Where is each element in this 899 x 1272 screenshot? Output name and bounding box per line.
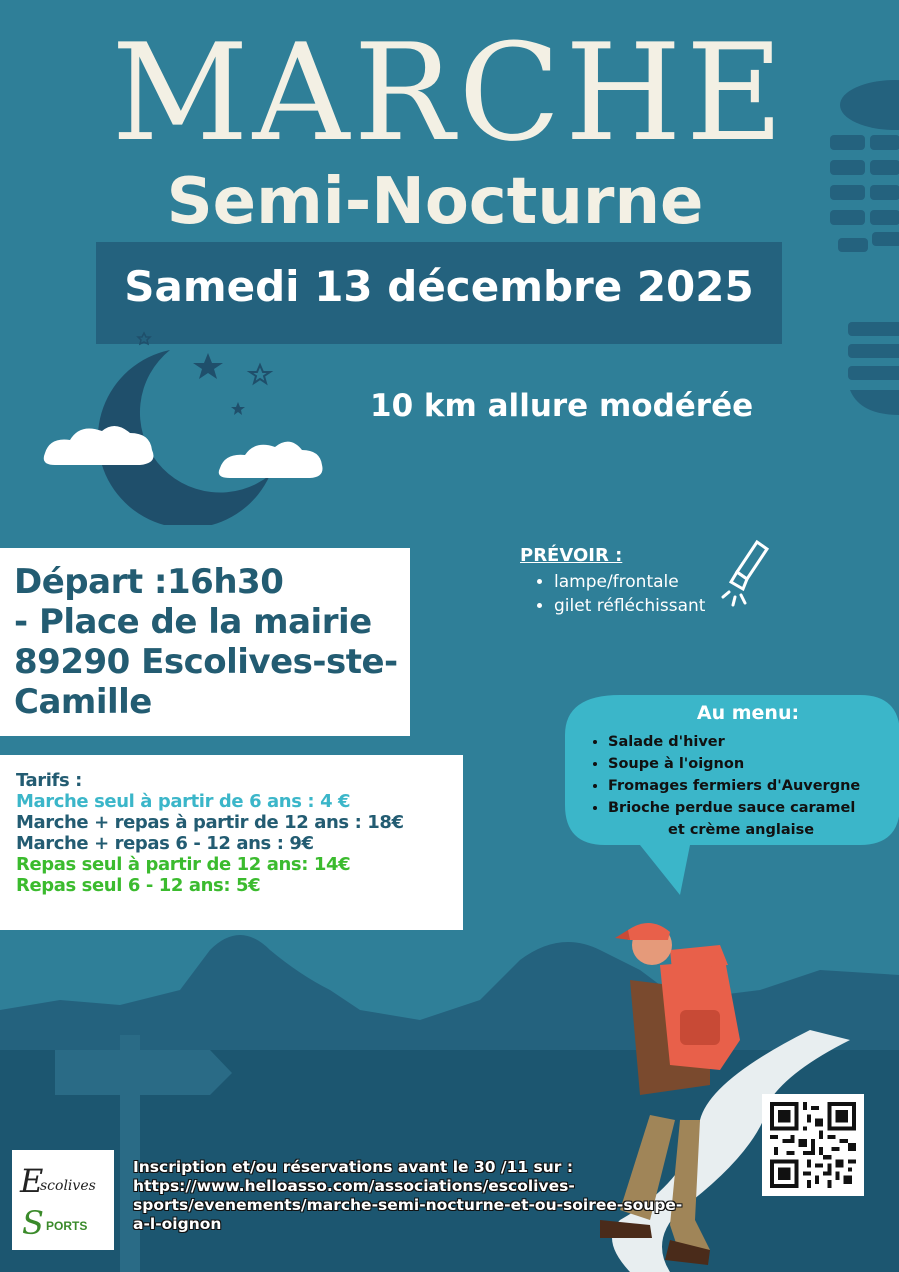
departure-time: Départ :16h30 [14, 562, 284, 602]
registration-link[interactable]: https://www.helloasso.com/associations/escolives- [133, 1177, 575, 1195]
menu-item-continuation: et crème anglaise [668, 822, 815, 838]
departure-city-cont: Camille [14, 682, 152, 722]
departure-city: 89290 Escolives-ste- [14, 642, 398, 682]
menu-heading: Au menu: [696, 702, 800, 724]
pricing-row: Marche seul à partir de 6 ans : 4 € [16, 791, 351, 812]
footprint-icon [820, 60, 899, 420]
pricing-row: Marche + repas à partir de 12 ans : 18€ [16, 812, 404, 833]
flashlight-icon [715, 537, 775, 617]
departure-place: - Place de la mairie [14, 602, 372, 642]
logo-line1: scolives [40, 1178, 96, 1194]
menu-item: • Brioche perdue sauce caramel [608, 797, 886, 819]
menu-item: • Salade d'hiver [608, 731, 886, 753]
registration-link[interactable]: sports/evenements/marche-semi-nocturne-et-ou-soiree-soupe- [133, 1196, 683, 1214]
pricing-row: Repas seul à partir de 12 ans: 14€ [16, 854, 351, 875]
pricing-row: Marche + repas 6 - 12 ans : 9€ [16, 833, 314, 854]
equipment-section [520, 545, 705, 618]
pricing-heading: Tarifs : [16, 770, 82, 791]
club-logo [12, 1150, 114, 1250]
registration-link[interactable]: a-l-oignon [133, 1215, 222, 1233]
equipment-item: • lampe/frontale [554, 570, 705, 594]
event-subtitle: Semi-Nocturne [166, 165, 704, 239]
svg-text:E: E [20, 1162, 44, 1200]
event-date: Samedi 13 décembre 2025 [124, 262, 754, 311]
logo-line2: PORTS [46, 1219, 88, 1233]
distance-label: 10 km allure modérée [370, 388, 754, 424]
menu-item: • Soupe à l'oignon [608, 753, 886, 775]
equipment-item: • gilet réfléchissant [554, 594, 705, 618]
qr-code-icon[interactable] [770, 1102, 856, 1188]
pricing-row: Repas seul 6 - 12 ans: 5€ [16, 875, 261, 896]
svg-text:S: S [22, 1204, 44, 1242]
event-title: MARCHE [111, 15, 788, 171]
departure-info [14, 562, 404, 722]
menu-list [586, 731, 886, 841]
registration-text: Inscription et/ou réservations avant le 30 /11 sur : [133, 1158, 574, 1176]
equipment-heading: PRÉVOIR : [520, 545, 623, 566]
moon-clouds-icon [40, 325, 340, 525]
menu-item: • Fromages fermiers d'Auvergne [608, 775, 886, 797]
registration-info [133, 1158, 773, 1234]
pricing-list [16, 770, 461, 896]
